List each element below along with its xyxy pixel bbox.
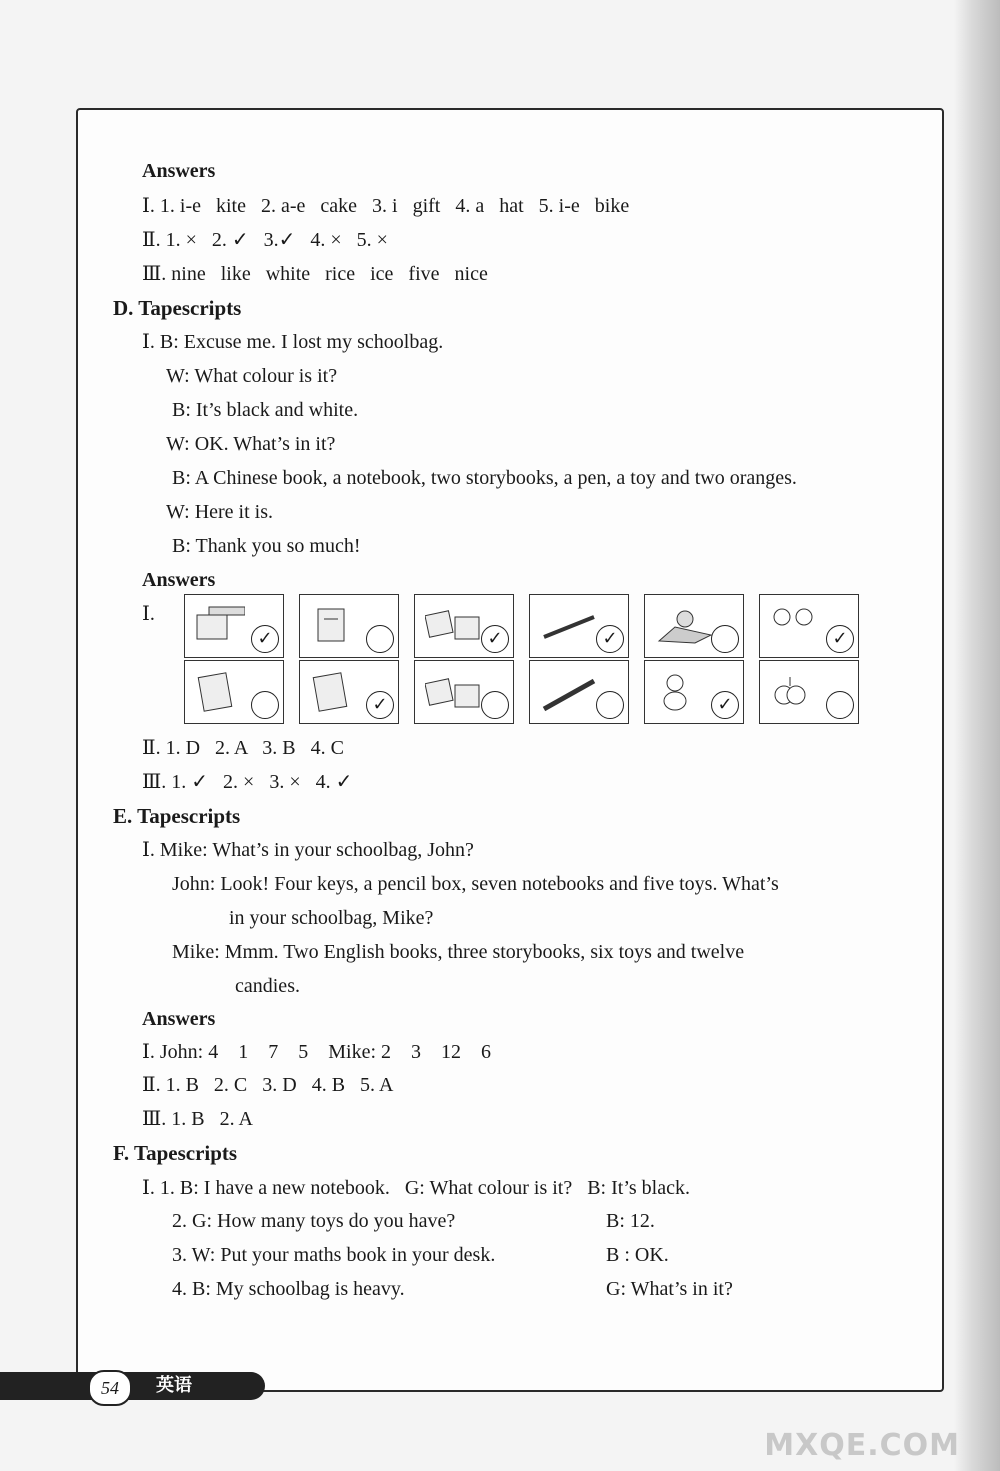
grid-cell [644,660,744,724]
answer-row-d3: Ⅲ. 1. ✓ 2. × 3. × 4. ✓ [142,771,353,793]
tapescript-line: Ⅰ. B: Excuse me. I lost my schoolbag. [142,331,444,353]
answer-circle: ✓ [826,625,854,653]
torn-page-edge [954,0,1000,1471]
answer-circle: ✓ [251,625,279,653]
teddy-bear-icon [655,671,695,713]
grid-cell [299,660,399,724]
pencil-icon [540,671,600,713]
grid-label: Ⅰ. [142,603,155,625]
footer-bar [0,1372,265,1400]
tapescript-reply: G: What’s in it? [606,1278,733,1300]
subject-label: 英语 [156,1375,192,1396]
answer-circle [711,625,739,653]
answer-circle [366,625,394,653]
grid-cell [184,594,284,658]
grid-cell [184,660,284,724]
book-icon [310,605,350,647]
two-oranges-icon [770,605,820,635]
tapescript-line: 4. B: My schoolbag is heavy. [172,1278,405,1300]
tapescript-line: Ⅰ. 1. B: I have a new notebook. G: What colour is it? B: It’s black. [142,1177,690,1199]
storybooks-icon [425,605,485,647]
answer-row-e1: Ⅰ. John: 4 1 7 5 Mike: 2 3 12 6 [142,1041,492,1063]
grid-cell [414,660,514,724]
tapescript-line: Mike: Mmm. Two English books, three storybooks, six toys and twelve [172,941,745,963]
tapescript-reply: B : OK. [606,1244,669,1266]
tapescript-line: B: It’s black and white. [172,399,359,421]
book-with-ruler-icon [195,605,245,647]
section-f-heading: F. Tapescripts [113,1141,238,1165]
answer-row-e2: Ⅱ. 1. B 2. C 3. D 4. B 5. A [142,1074,394,1096]
tapescript-line: W: OK. What’s in it? [166,433,336,455]
tapescript-line: W: What colour is it? [166,365,338,387]
grid-cell [414,594,514,658]
tapescript-line: W: Here it is. [166,501,274,523]
tapescript-reply: B: 12. [606,1210,655,1232]
answer-circle [481,691,509,719]
tapescript-line: 2. G: How many toys do you have? [172,1210,456,1232]
toys-icon [655,605,717,647]
grid-cell [299,594,399,658]
grid-cell [644,594,744,658]
answer-row-e3: Ⅲ. 1. B 2. A [142,1108,253,1130]
pen-icon [540,605,600,647]
grid-cell [759,594,859,658]
grid-cell [529,594,629,658]
answer-circle: ✓ [481,625,509,653]
tapescript-line: Ⅰ. Mike: What’s in your schoolbag, John? [142,839,474,861]
tapescript-line: B: Thank you so much! [172,535,361,557]
picture-answer-grid [184,594,860,726]
answer-circle [826,691,854,719]
tapescript-line: John: Look! Four keys, a pencil box, seven notebooks and five toys. What’s [172,873,779,895]
section-d-heading: D. Tapescripts [113,296,242,320]
tapescript-line: 3. W: Put your maths book in your desk. [172,1244,496,1266]
answer-circle: ✓ [711,691,739,719]
answer-circle: ✓ [596,625,624,653]
tapescript-line: B: A Chinese book, a notebook, two storybooks, a pen, a toy and two oranges. [172,467,797,489]
answers-heading-e: Answers [142,1008,216,1030]
grid-cell [759,660,859,724]
grid-cell [529,660,629,724]
site-watermark: MXQE.COM [764,1428,960,1463]
section-e-heading: E. Tapescripts [113,804,241,828]
answer-circle [596,691,624,719]
answer-row-c2: Ⅱ. 1. × 2. ✓ 3.✓ 4. × 5. × [142,229,388,251]
answer-row-c3: Ⅲ. nine like white rice ice five nice [142,263,488,285]
chinese-book-icon [195,671,235,713]
answers-heading-c: Answers [142,160,216,182]
page-number: 54 [88,1370,132,1406]
answer-circle [251,691,279,719]
tapescript-line: candies. [235,975,300,997]
tapescript-line: in your schoolbag, Mike? [229,907,434,929]
answer-row-c1: Ⅰ. 1. i-e kite 2. a-e cake 3. i gift 4. a hat 5. i-e bike [142,195,630,217]
storybooks-icon [425,671,485,713]
answers-heading-d: Answers [142,569,216,591]
notebook-icon [310,671,350,713]
answer-circle: ✓ [366,691,394,719]
answer-row-d2: Ⅱ. 1. D 2. A 3. B 4. C [142,737,344,759]
orange-bunch-icon [770,671,810,713]
